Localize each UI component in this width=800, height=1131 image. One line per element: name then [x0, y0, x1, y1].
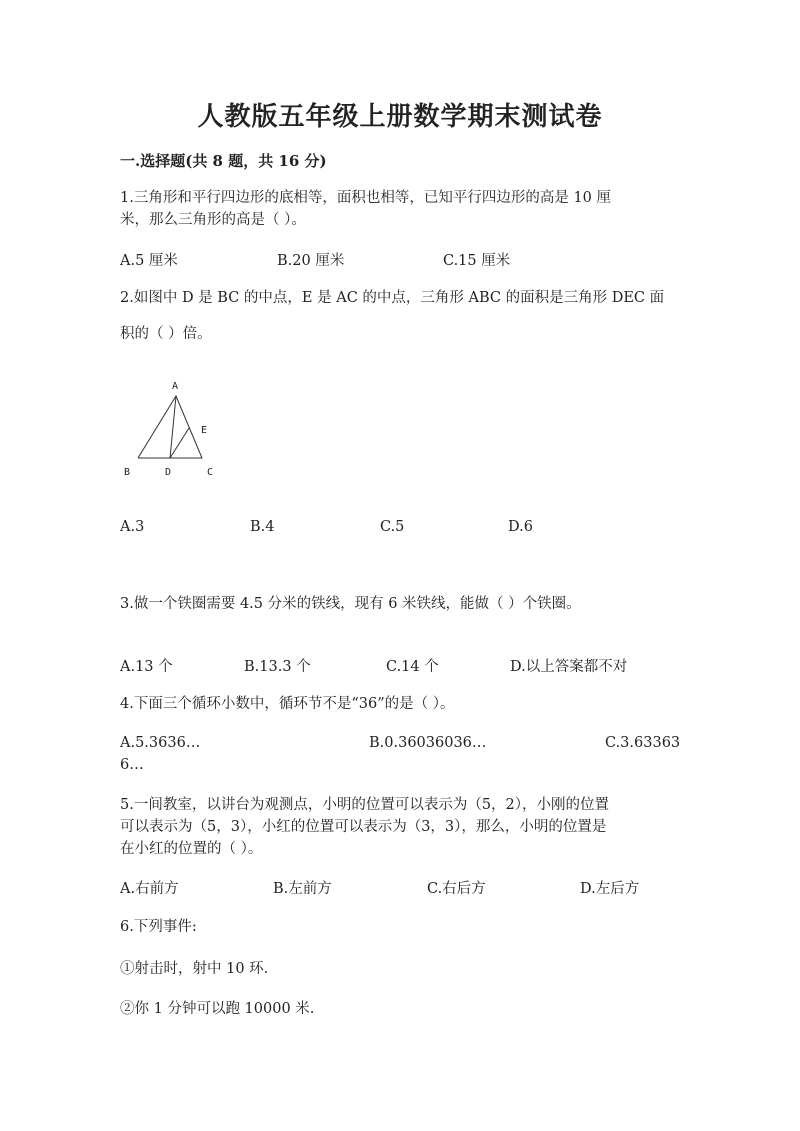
question-1-line-2: 米，那么三角形的高是（ ）。 [120, 212, 306, 228]
question-5-line-1: 5.一间教室，以讲台为观测点，小明的位置可以表示为（5，2），小刚的位置 [120, 797, 610, 813]
label-a: A [172, 381, 179, 392]
question-5-option-c: C.右后方 [427, 881, 486, 897]
label-e: E [201, 425, 208, 436]
question-1-option-c: C.15 厘米 [443, 253, 511, 269]
label-d: D [165, 467, 172, 478]
triangle-abc [138, 396, 202, 458]
question-3-option-c: C.14 个 [386, 659, 439, 675]
section-heading: 一.选择题(共 8 题，共 16 分) [120, 152, 327, 170]
question-5-option-b: B.左前方 [273, 881, 332, 897]
question-2-option-b: B.4 [250, 519, 275, 535]
question-1-option-b: B.20 厘米 [277, 253, 345, 269]
question-4-option-c-continued: 6… [120, 757, 144, 773]
question-5-option-a: A.右前方 [120, 881, 179, 897]
question-3-option-a: A.13 个 [120, 659, 173, 675]
question-2-option-a: A.3 [120, 519, 145, 535]
question-5-line-2: 可以表示为（5，3），小红的位置可以表示为（3，3），那么，小明的位置是 [120, 819, 607, 835]
question-2-line-2: 积的（ ）倍。 [120, 326, 212, 342]
question-4-option-c: C.3.63363 [605, 735, 681, 751]
segment-ad [170, 396, 176, 458]
question-4-option-b: B.0.36036036… [369, 735, 487, 751]
question-5-option-d: D.左后方 [580, 881, 640, 897]
label-b: B [124, 467, 131, 478]
triangle-figure [118, 375, 228, 485]
page-title: 人教版五年级上册数学期末测试卷 [197, 102, 603, 132]
question-3-line-1: 3.做一个铁圈需要 4.5 分米的铁线，现有 6 米铁线，能做（ ）个铁圈。 [120, 596, 581, 612]
question-1-line-1: 1.三角形和平行四边形的底相等，面积也相等，已知平行四边形的高是 10 厘 [120, 190, 612, 206]
question-3-option-d: D.以上答案都不对 [510, 659, 628, 675]
question-4-option-a: A.5.3636… [120, 735, 201, 751]
question-6-item-1: ①射击时，射中 10 环. [120, 961, 269, 977]
question-2-option-c: C.5 [380, 519, 405, 535]
question-2-line-1: 2.如图中 D 是 BC 的中点，E 是 AC 的中点，三角形 ABC 的面积是三角形 DEC 面 [120, 290, 665, 306]
label-c: C [207, 467, 214, 478]
question-4-line-1: 4.下面三个循环小数中，循环节不是“36”的是（ ）。 [120, 696, 455, 712]
question-6-item-2: ②你 1 分钟可以跑 10000 米. [120, 1001, 315, 1017]
question-5-line-3: 在小红的位置的（ ）。 [120, 841, 263, 857]
question-3-option-b: B.13.3 个 [244, 659, 311, 675]
question-1-option-a: A.5 厘米 [120, 253, 178, 269]
question-6-line-1: 6.下列事件: [120, 919, 197, 935]
question-2-option-d: D.6 [508, 519, 533, 535]
